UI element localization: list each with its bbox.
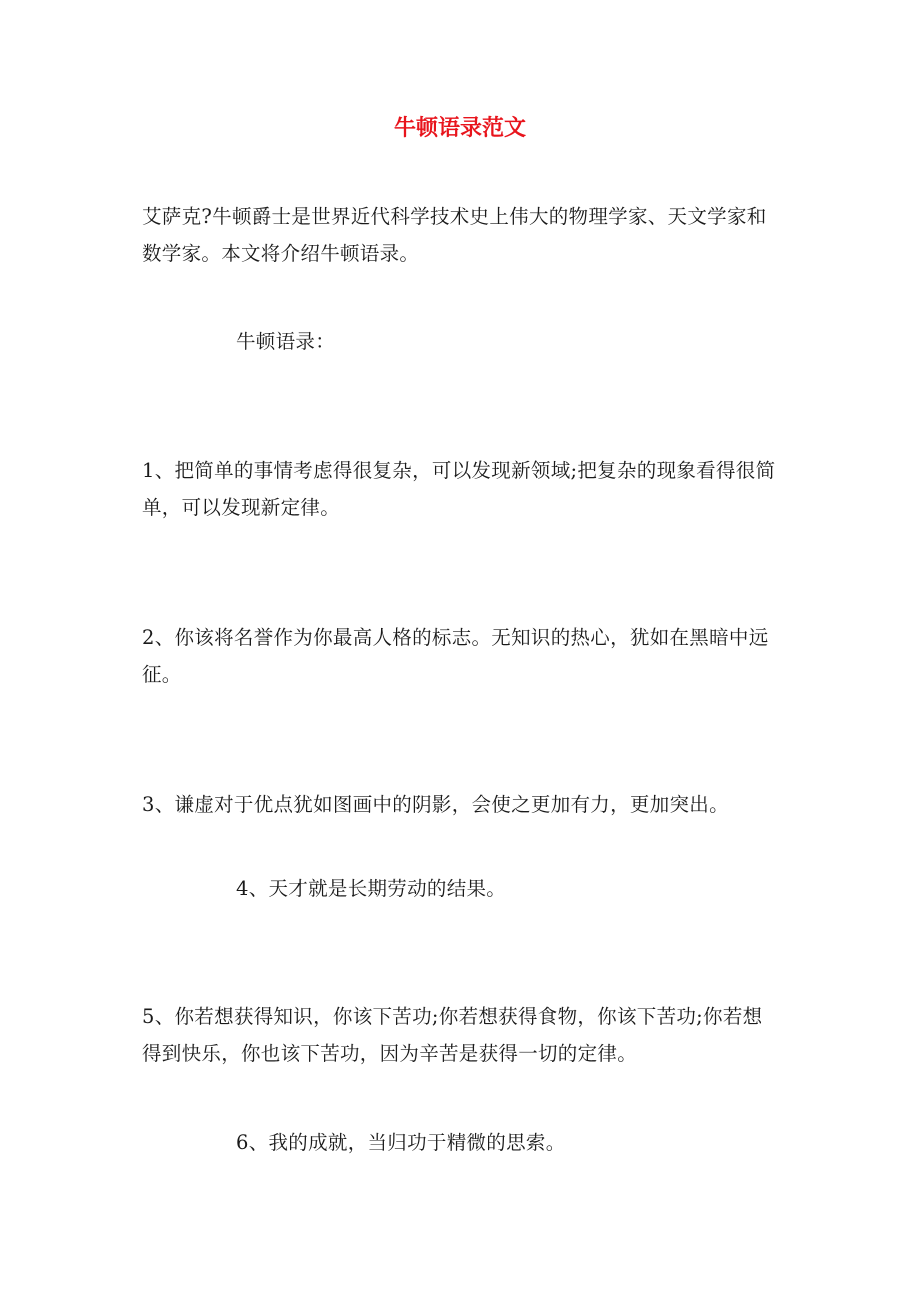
- intro-paragraph: 艾萨克?牛顿爵士是世界近代科学技术史上伟大的物理学家、天文学家和数学家。本文将介绍牛顿语录。: [142, 205, 767, 265]
- section-heading: 牛顿语录：: [236, 330, 336, 353]
- quote-item: 5、你若想获得知识，你该下苦功;你若想获得食物，你该下苦功;你若想得到快乐，你也该下苦功，因为辛苦是获得一切的定律。: [142, 1005, 763, 1065]
- document-title: 牛顿语录范文: [393, 115, 526, 141]
- quote-item: 3、谦虚对于优点犹如图画中的阴影，会使之更加有力，更加突出。: [142, 793, 729, 816]
- quote-item: 1、把简单的事情考虑得很复杂，可以发现新领域;把复杂的现象看得很简单，可以发现新定律。: [142, 459, 776, 519]
- quote-item: 2、你该将名誉作为你最高人格的标志。无知识的热心，犹如在黑暗中远征。: [142, 626, 769, 686]
- quote-item: 4、天才就是长期劳动的结果。: [236, 877, 507, 900]
- quote-item: 6、我的成就，当归功于精微的思索。: [236, 1131, 566, 1154]
